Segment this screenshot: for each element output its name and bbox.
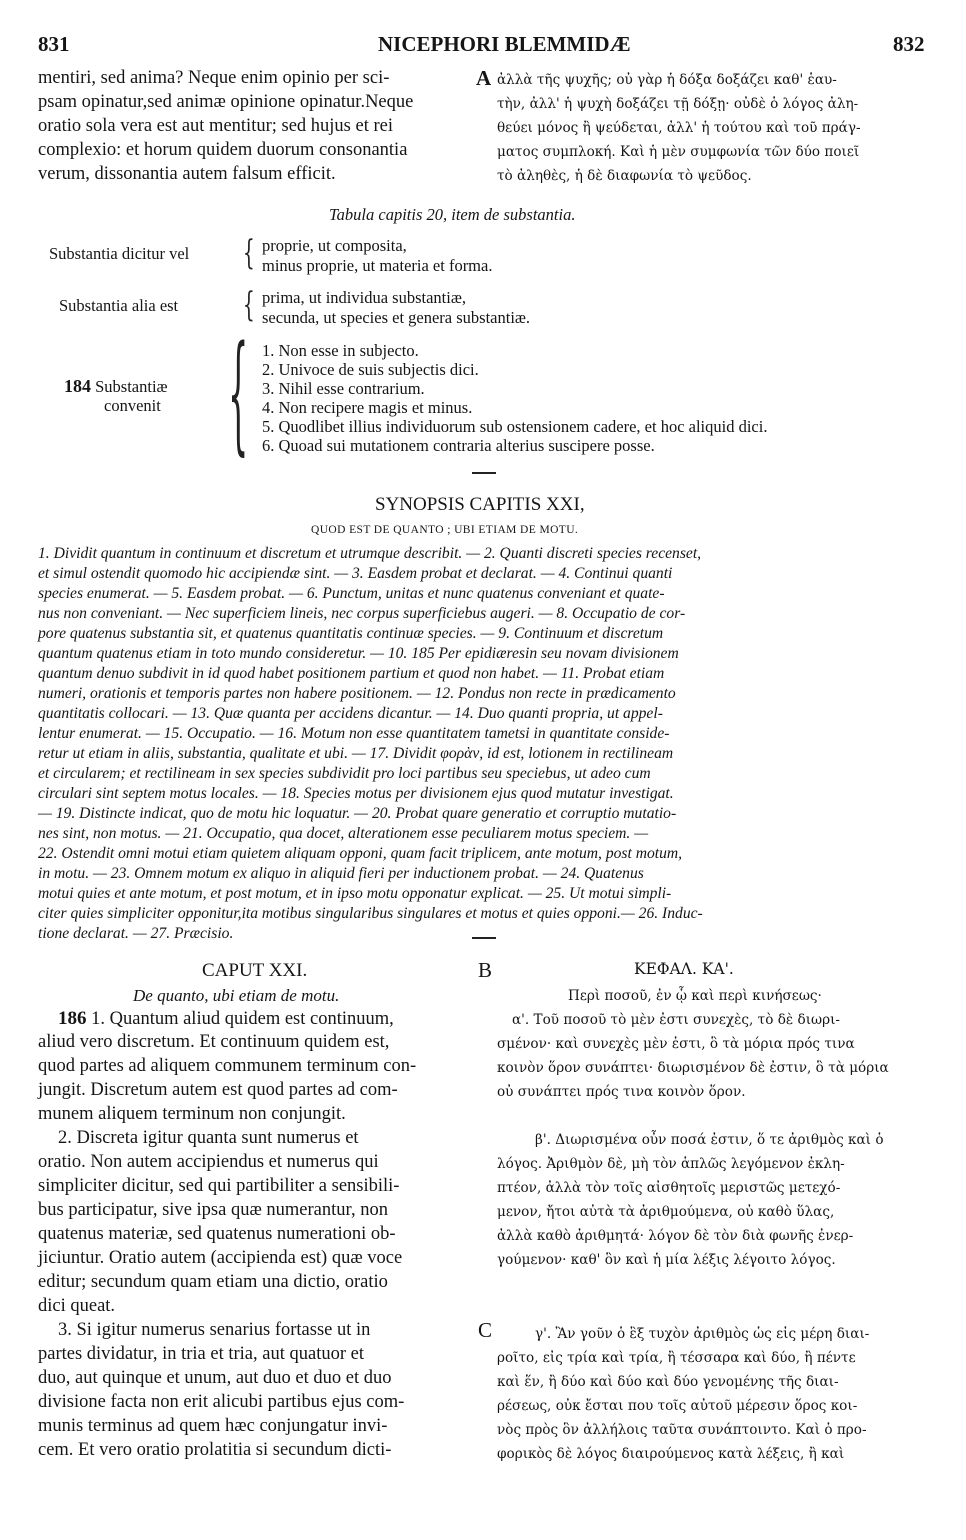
text-line: 1. Dividit quantum in continuum et discretum et utrumque describit. — 2. Quanti discreti species recenset, — [38, 545, 702, 562]
text-line: καὶ ἕν, ἢ δύο καὶ δύο καὶ δύο γενομένης τῆς διαι- — [497, 1374, 839, 1390]
text-line: motui quies et ante motum, et post motum, et in ipso motu opponatur explicat. — 25. Ut motui simpli- — [38, 885, 672, 902]
text-line: partes dividatur, in tria et tria, aut quatuor et — [38, 1344, 364, 1364]
text-line: μενον, ἤτοι αὐτὰ τὰ ἀριθμούμενα, οὐ καθὸ ὕλας, — [497, 1204, 835, 1220]
tabula-item: proprie, ut composita, — [262, 236, 407, 255]
text-line: — 19. Distincte indicat, quo de motu hic loquatur. — 20. Probat quare generatio et corruptio mutatio- — [38, 805, 677, 822]
text-line: νὸς πρὸς ὃν ἀλλήλοις ταῦτα συνάπτοιντο. Καὶ ὁ προ- — [497, 1422, 867, 1438]
text-line: verum, dissonantia autem falsum efficit. — [38, 164, 336, 184]
text-line: ἀλλὰ τῆς ψυχῆς; οὐ γὰρ ἡ δόξα δοξάζει καθ' ἑαυ- — [497, 72, 837, 88]
caput-subtitle: De quanto, ubi etiam de motu. — [133, 986, 340, 1005]
text-line: nus non conveniant. — Nec superficiem lineis, nec corpus superficiebus augeri. — 8. Occupatio de cor- — [38, 605, 686, 622]
text-line: lentur enumerat. — 15. Occupatio. — 16. Motum non esse quantitatem tametsi in quantitate conside- — [38, 725, 670, 742]
text-line: editur; secundum quam etiam una dictio, oratio — [38, 1272, 388, 1292]
text-line: tione declarat. — 27. Præcisio. — [38, 925, 234, 942]
tabula-row3-label-2: convenit — [104, 396, 161, 415]
margin-letter-b: B — [478, 958, 493, 982]
text-line: citer quies simpliciter opponitur,ita motibus singularibus singulares et motus et quies opponi.— 26. Induc- — [38, 905, 703, 922]
tabula-item: 3. Nihil esse contrarium. — [262, 379, 425, 398]
text-line: duo, aut quinque et unum, aut duo et duo et duo — [38, 1368, 392, 1388]
brace-icon: { — [242, 233, 255, 273]
divider — [472, 472, 496, 474]
text-line: quantitatis collocari. — 13. Quæ quanta per accidens dicantur. — 14. Duo quanti propria, ut appel- — [38, 705, 663, 722]
margin-letter-a: A — [476, 66, 492, 90]
text-line: τὴν, ἀλλ' ἡ ψυχὴ δοξάζει τῇ δόξῃ· οὐδὲ ὁ λόγος ἀλη- — [497, 96, 859, 112]
text-line: munem aliquem terminum non conjungit. — [38, 1104, 346, 1124]
text-line: φορικὸς δὲ λόγος διαιρούμενος κατὰ λέξεις, ἢ καὶ — [497, 1446, 845, 1462]
text-line: et simul ostendit quomodo hic accipiendæ sint. — 3. Easdem probat et declarat. — 4. Continui quanti — [38, 565, 673, 582]
text-line: quantum denuo subdivit in id quod habet positionem partium et quod non habet. — 11. Probat etiam — [38, 665, 665, 682]
text-line: bus participatur, sive ipsa quæ numerantur, non — [38, 1200, 388, 1220]
text-line: πτέον, ἀλλὰ τὸν τοῖς αἰσθητοῖς μεριστῶς μετεχό- — [497, 1180, 841, 1196]
text-line: θεύει μόνος ἢ ψεύδεται, ἀλλ' ἡ τούτου καὶ τοῦ πράγ- — [497, 120, 861, 136]
tabula-row1-label: Substantia dicitur vel — [49, 244, 190, 263]
text-line: retur ut etiam in aliis, substantia, qualitate et ubi. — 17. Dividit φορὰν, id est, lotionem in rectilineam — [38, 745, 674, 762]
text-line: ματος συμπλοκή. Καὶ ἡ μὲν συμφωνία τῶν δύο ποιεῖ — [497, 144, 860, 160]
text-line: ἀλλὰ καθὸ ἀριθμητά· λόγον δὲ τὸν διὰ φωνῆς ἐνερ- — [497, 1228, 854, 1244]
text-line: munis terminus ad quem hæc conjungatur invi- — [38, 1416, 388, 1436]
text-line: aliud vero discretum. Et continuum quidem est, — [38, 1032, 390, 1052]
text-line: cem. Et vero oratio prolatitia si secundum dicti- — [38, 1440, 392, 1460]
kephalaion-subtitle: Περὶ ποσοῦ, ἐν ᾧ καὶ περὶ κινήσεως· — [568, 988, 822, 1004]
text-line: circulari sint septem motus locales. — 18. Species motus per divisionem ejus quod mutatur investigat. — [38, 785, 674, 802]
tabula-row2-label: Substantia alia est — [59, 296, 179, 315]
text-line: et circularem; et rectilineam in sex species subdividit pro loci partibus seu speciebus, ut adeo cum — [38, 765, 651, 782]
text-line: jungit. Discretum autem est quod partes ad com- — [38, 1080, 398, 1100]
paragraph-marker-184: 184 — [64, 376, 91, 396]
text-line: οὐ συνάπτει πρός τινα κοινὸν ὅρον. — [497, 1084, 746, 1100]
tabula-item: secunda, ut species et genera substantiæ. — [262, 308, 531, 327]
synopsis-subtitle: QUOD EST DE QUANTO ; UBI ETIAM DE MOTU. — [311, 524, 579, 536]
text-line: psam opinatur,sed animæ opinione opinatur.Neque — [38, 92, 414, 112]
text-line: 3. Si igitur numerus senarius fortasse ut in — [58, 1320, 371, 1340]
text-line: 186 1. Quantum aliud quidem est continuum, — [58, 1008, 394, 1029]
brace-icon: { — [242, 285, 255, 325]
tabula-title: Tabula capitis 20, item de substantia. — [329, 205, 576, 224]
divider — [472, 937, 496, 939]
margin-letter-c: C — [478, 1318, 493, 1342]
paragraph-marker-186: 186 — [58, 1008, 87, 1029]
kephalaion-title: ΚΕΦΑΛ. ΚΑ'. — [634, 960, 734, 978]
text-line: 2. Discreta igitur quanta sunt numerus et — [58, 1128, 359, 1148]
tabula-item: 4. Non recipere magis et minus. — [262, 398, 473, 417]
tabula-item: 2. Univoce de suis subjectis dici. — [262, 360, 479, 379]
text-line: λόγος. Ἀριθμὸν δὲ, μὴ τὸν ἁπλῶς λεγόμενον ἐκλη- — [497, 1156, 845, 1172]
tabula-item: 5. Quodlibet illius individuorum sub ostensionem cadere, et hoc aliquid dici. — [262, 417, 768, 436]
text-line: species enumerat. — 5. Easdem probat. — 6. Punctum, unitas et nunc quatenus conveniant et quate- — [38, 585, 665, 602]
text-line: oratio. Non autem accipiendus et numerus qui — [38, 1152, 379, 1172]
text-line: jiciuntur. Oratio autem (accipienda est) quæ voce — [38, 1248, 403, 1268]
tabula-item: minus proprie, ut materia et forma. — [262, 256, 493, 275]
synopsis-title: SYNOPSIS CAPITIS XXI, — [375, 494, 585, 515]
text-line: nes sint, non motus. — 21. Occupatio, qua docet, alterationem esse peculiarem motus speciem. — — [38, 825, 649, 842]
text-line: σμένον· καὶ συνεχὲς μὲν ἐστι, ὃ τὰ μόρια πρός τινα — [497, 1036, 855, 1052]
brace-icon: { — [228, 319, 249, 468]
text-line: pore quatenus substantia sit, et quatenus quantitatis continuæ species. — 9. Continuum et discretum — [38, 625, 664, 642]
text-line: ρέσεως, οὐκ ἔσται που τοῖς αὐτοῦ μέρεσιν ὅρος κοι- — [497, 1398, 858, 1414]
text-line: κοινὸν ὅρον συνάπτει· διωρισμένον δὲ ἐστιν, ὃ τὰ μόρια — [497, 1060, 889, 1076]
text-line: β'. Διωρισμένα οὖν ποσά ἐστιν, ὅ τε ἀριθμὸς καὶ ὁ — [535, 1132, 884, 1148]
text-line: mentiri, sed anima? Neque enim opinio per sci- — [38, 68, 390, 88]
page-number-right: 832 — [893, 32, 925, 56]
text-line: dici queat. — [38, 1296, 116, 1316]
text-line: quantum quatenus etiam in toto mundo consideretur. — 10. 185 Per epidiæresin seu novam divisionem — [38, 645, 679, 662]
text-line: τὸ ἀληθὲς, ἡ δὲ διαφωνία τὸ ψεῦδος. — [497, 168, 752, 184]
text-line: quod partes ad aliquem communem terminum con- — [38, 1056, 417, 1076]
text-line: γούμενον· καθ' ὃν καὶ ἡ μία λέξις λέγοιτο λόγος. — [497, 1252, 836, 1268]
text-line: α'. Τοῦ ποσοῦ τὸ μὲν ἐστι συνεχὲς, τὸ δὲ διωρι- — [512, 1012, 841, 1028]
text-line: γ'. Ἂν γοῦν ὁ ἓξ τυχὸν ἀριθμὸς ὡς εἰς μέρη διαι- — [535, 1326, 870, 1342]
caput-title: CAPUT XXI. — [202, 960, 308, 981]
tabula-item: 1. Non esse in subjecto. — [262, 341, 419, 360]
text-line: ροῖτο, εἰς τρία καὶ τρία, ἢ τέσσαρα καὶ δύο, ἢ πέντε — [497, 1350, 856, 1366]
page-number-left: 831 — [38, 32, 70, 56]
text-line: complexio: et horum quidem duorum consonantia — [38, 140, 408, 160]
tabula-item: 6. Quoad sui mutationem contraria alterius suscipere posse. — [262, 436, 655, 455]
running-title: NICEPHORI BLEMMIDÆ — [378, 32, 631, 56]
text-line: oratio sola vera est aut mentitur; sed hujus et rei — [38, 116, 393, 136]
tabula-row3-label: 184 Substantiæ — [64, 376, 168, 396]
text-line: 22. Ostendit omni motui etiam quietem aliquam opponi, quam facit triplicem, ante motum, post motum, — [38, 845, 683, 862]
text-line: simpliciter dicitur, sed qui partibiliter a sensibili- — [38, 1176, 400, 1196]
text-line: numeri, orationis et temporis partes non habere positionem. — 12. Pondus non recte in prædicamento — [38, 685, 676, 702]
text-line: quatenus materiæ, sed quatenus numerationi ob- — [38, 1224, 396, 1244]
text-line: in motu. — 23. Omnem motum ex aliquo in aliquid fieri per inductionem probat. — 24. Quatenus — [38, 865, 644, 882]
text-line: divisione facta non erit alicubi partibus ejus com- — [38, 1392, 405, 1412]
tabula-item: prima, ut individua substantiæ, — [262, 288, 466, 307]
